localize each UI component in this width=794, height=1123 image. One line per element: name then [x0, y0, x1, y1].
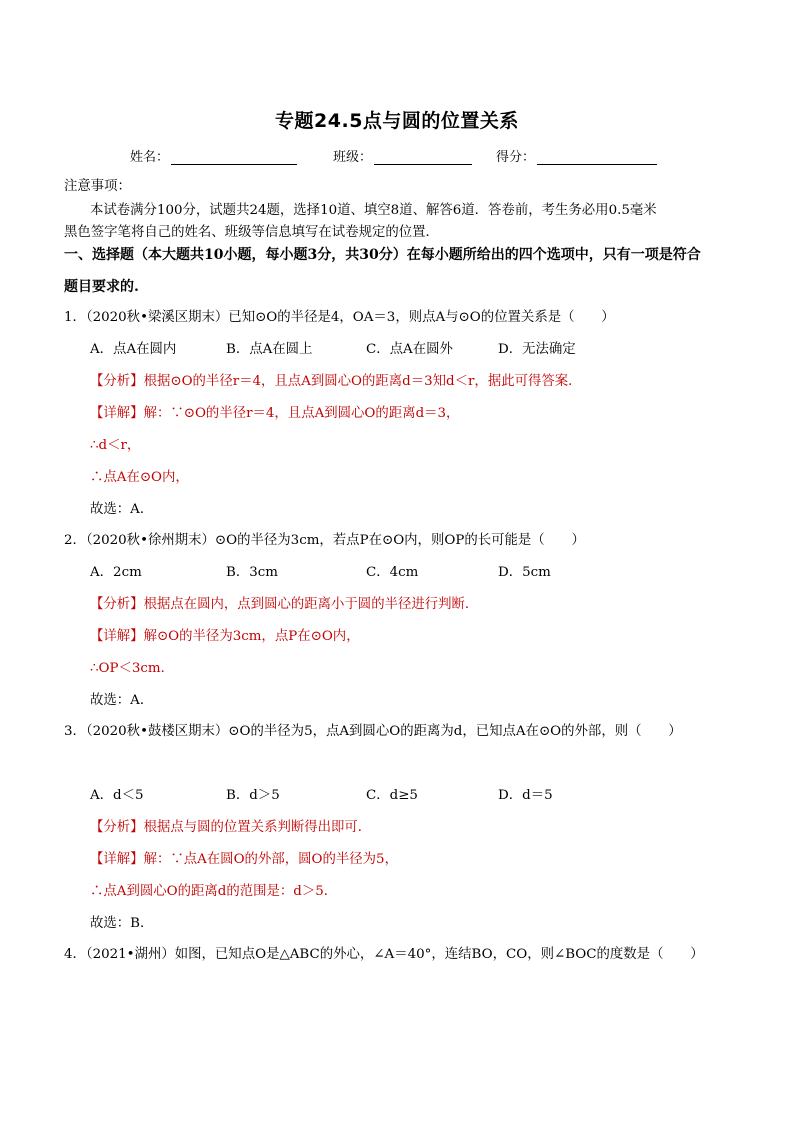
question-3-detail-2: ∴点A到圆心O的距离d的范围是：d＞5．: [90, 884, 338, 899]
question-1-option-a[interactable]: A．点A在圆内: [90, 342, 177, 357]
question-1-answer: 故选：A．: [90, 502, 154, 517]
question-2-detail-1: [90, 628, 360, 646]
question-1-detail-2: ∴d＜r，: [90, 438, 141, 453]
notice-line-2: 黑色签字笔将自己的姓名、班级等信息填写在试卷规定的位置．: [64, 225, 439, 240]
name-field[interactable]: [130, 146, 297, 165]
question-2-option-d[interactable]: D．5cm: [498, 565, 551, 580]
analysis-text: 根据⊙O的半径r＝4，且点A到圆心O的距离d＝3知d＜r，据此可得答案．: [143, 374, 582, 389]
class-blank[interactable]: [374, 150, 472, 165]
class-field[interactable]: [333, 146, 472, 165]
notice-line-1: 本试卷满分100分，试题共24题，选择10道、填空8道、解答6道．答卷前，考生务必用0.5毫米: [90, 203, 657, 218]
analysis-tag: 【分析】: [90, 820, 144, 835]
question-1-option-d[interactable]: D．无法确定: [498, 342, 576, 357]
detail-tag: 【详解】: [90, 629, 144, 644]
section-heading-line-1: 一、选择题（本大题共10小题，每小题3分，共30分）在每小题所给出的四个选项中，只有一项是符合: [64, 247, 701, 263]
question-3-option-c[interactable]: C．d≥5: [366, 788, 418, 803]
question-1-option-c[interactable]: C．点A在圆外: [366, 342, 453, 357]
question-3-answer: 故选：B．: [90, 916, 154, 931]
detail-text: 解⊙O的半径为3cm，点P在⊙O内，: [143, 629, 360, 644]
question-2-answer: 故选：A．: [90, 693, 154, 708]
section-heading-line-2: 题目要求的.: [64, 279, 139, 295]
question-1-detail-1: [90, 405, 459, 423]
analysis-text: 根据点在圆内，点到圆心的距离小于圆的半径进行判断．: [143, 597, 479, 612]
analysis-tag: 【分析】: [90, 374, 144, 389]
score-blank[interactable]: [537, 150, 657, 165]
score-field[interactable]: [496, 146, 657, 165]
name-label: 姓名：: [130, 150, 170, 165]
question-3-option-a[interactable]: A．d＜5: [90, 788, 144, 803]
question-2-detail-2: ∴OP＜3cm．: [90, 661, 175, 676]
question-3-option-b[interactable]: B．d＞5: [226, 788, 280, 803]
question-3-option-d[interactable]: D．d＝5: [498, 788, 553, 803]
notice-heading: 注意事项：: [64, 179, 131, 194]
question-2-analysis: [90, 596, 478, 614]
question-1-analysis: [90, 373, 582, 391]
question-1-option-b[interactable]: B．点A在圆上: [226, 342, 313, 357]
question-3-analysis: [90, 819, 371, 837]
question-2-option-a[interactable]: A．2cm: [90, 565, 142, 580]
detail-tag: 【详解】: [90, 852, 144, 867]
name-blank[interactable]: [171, 150, 297, 165]
question-2-option-b[interactable]: B．3cm: [226, 565, 278, 580]
question-2-stem: 2．（2020秋•徐州期末）⊙O的半径为3cm，若点P在⊙O内，则OP的长可能是（ ）: [64, 533, 585, 548]
analysis-text: 根据点与圆的位置关系判断得出即可．: [143, 820, 372, 835]
page-title: 专题24.5点与圆的位置关系: [275, 110, 519, 132]
detail-text: 解：∵⊙O的半径r＝4，且点A到圆心O的距离d＝3，: [143, 406, 460, 421]
question-4-stem: 4．（2021•湖州）如图，已知点O是△ABC的外心，∠A＝40°，连结BO，CO，则∠BOC的度数是（ ）: [64, 947, 704, 962]
analysis-tag: 【分析】: [90, 597, 144, 612]
score-label: 得分：: [496, 150, 536, 165]
detail-tag: 【详解】: [90, 406, 144, 421]
student-info-line: [130, 146, 690, 165]
class-label: 班级：: [333, 150, 373, 165]
question-3-detail-1: [90, 851, 398, 869]
detail-text: 解：∵点A在圆O的外部，圆O的半径为5，: [143, 852, 398, 867]
question-3-stem: 3．（2020秋•鼓楼区期末）⊙O的半径为5，点A到圆心O的距离为d，已知点A在⊙O的外部，则（ ）: [64, 724, 682, 739]
question-1-detail-3: ∴点A在⊙O内，: [90, 470, 189, 485]
question-2-option-c[interactable]: C．4cm: [366, 565, 419, 580]
question-1-stem: 1．（2020秋•梁溪区期末）已知⊙O的半径是4，OA＝3，则点A与⊙O的位置关系是（ ）: [64, 310, 615, 325]
